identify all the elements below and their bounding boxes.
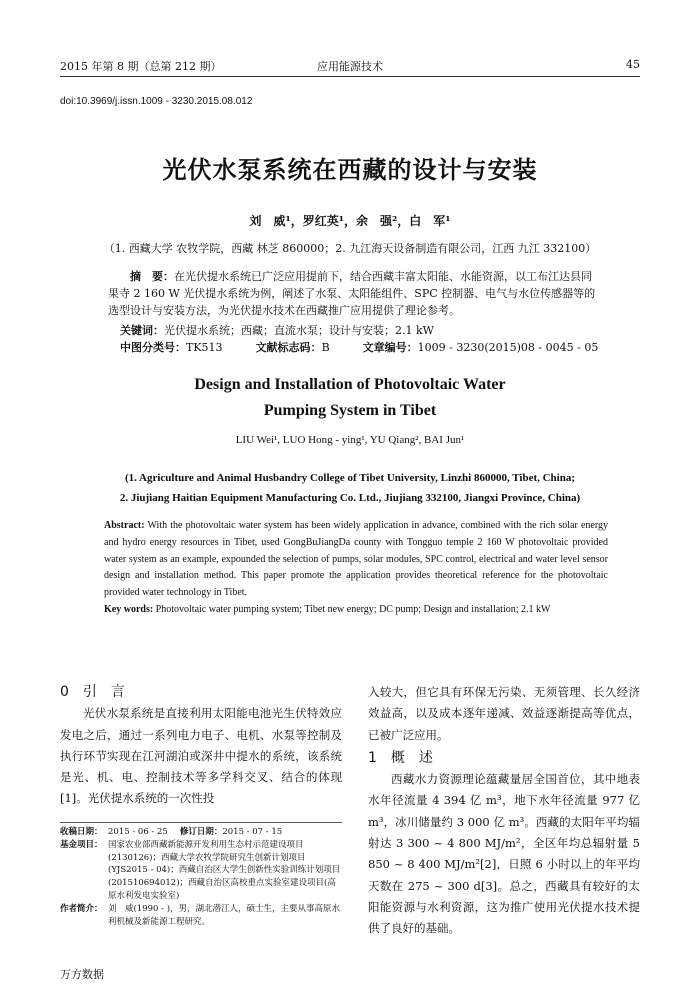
- cn-keywords-text: 光伏提水系统；西藏；直流水泵；设计与安装；2.1 kW: [164, 324, 434, 337]
- revised-date: 2015 - 07 - 15: [222, 827, 283, 837]
- page-title: 光伏水泵系统在西藏的设计与安装: [162, 156, 538, 184]
- watermark-footer: 万方数据: [60, 968, 104, 981]
- author-text: 刘 威(1990 - )，男，湖北潜江人，硕士生，主要从事高原水利机械及新能源工程研究。: [108, 903, 341, 927]
- journal-name: 应用能源技术: [317, 60, 383, 73]
- en-abstract-label: Abstract:: [104, 520, 145, 531]
- cn-affiliation: （1. 西藏大学 农牧学院，西藏 林芝 860000；2. 九江海天设备制造有限公司，江西 九江 332100）: [103, 242, 597, 255]
- cn-abstract-text: 在光伏提水系统已广泛应用提前下，结合西藏丰富太阳能、水能资源，以工布江达县同果寺 2 160 W 光伏提水系统为例，阐述了水泵、太阳能组件、SPC 控制器、电气与水位传感器等的选型设计与安装方法，为光伏提水技术在西藏推广应用提供了理论参考。: [108, 270, 596, 317]
- en-title-line2: Pumping System in Tibet: [263, 402, 437, 419]
- en-abstract: [104, 518, 608, 619]
- received-date: 2015 - 06 - 25: [108, 827, 168, 837]
- cn-abstract: [108, 268, 600, 319]
- intro-continued-paragraph: 入较大，但它具有环保无污染、无须管理、长久经济效益高，以及成本逐年递减、效益逐渐提高等优点，已被广泛应用。: [368, 685, 640, 742]
- footnote-rule: [60, 822, 342, 823]
- intro-paragraph: 光伏水泵系统是直接利用太阳能电池光生伏特效应发电之后，通过一系列电力电子、电机、水泵等控制及执行环节实现在江河湖泊或深井中提水的系统，该系统是光、机、电、控制技术等多学科交叉、结合的体现[1]。光伏提水系统的一次性投: [60, 706, 342, 806]
- clc-label: 中图分类号：: [120, 341, 186, 354]
- page-number: 45: [626, 58, 640, 71]
- author-label: 作者简介：: [60, 903, 103, 914]
- footnote-dates: [60, 826, 342, 839]
- en-abstract-text: With the photovoltaic water system has been widely application in advance, combined with the rich solar energy and hydro energy resources in Tibet, used GongBuJiangDa county with Tongguo temple 2 160 W photovoltaic provided water system as an example, expounded the selection of pumps, solar modules, SPC control, electrical and water level sensor design and installation method. This paper promote the application provides theoretical reference for the photovoltaic provided water technology in Tibet.: [104, 520, 608, 599]
- right-column: [368, 682, 640, 940]
- cn-authors: 刘 威¹，罗红英¹，余 强²，白 军¹: [249, 214, 451, 228]
- footnote-fund: [60, 839, 342, 903]
- clc-value: TK513: [186, 341, 223, 354]
- cn-keywords: [120, 322, 620, 338]
- en-authors: LIU Wei¹, LUO Hong - ying¹, YU Qiang², BAI Jun¹: [235, 434, 465, 446]
- en-affil-line2: 2. Jiujiang Haitian Equipment Manufacturing Co. Ltd., Jiujiang 332100, Jiangxi Province, China): [119, 492, 581, 504]
- article-no-value: 1009 - 3230(2015)08 - 0045 - 05: [417, 341, 599, 354]
- en-affiliation: [58, 468, 642, 508]
- en-affil-line1: (1. Agriculture and Animal Husbandry College of Tibet University, Linzhi 860000, Tibet, China;: [124, 472, 576, 484]
- fund-label: 基金项目：: [60, 839, 103, 850]
- footnote: [60, 826, 342, 928]
- en-title: [0, 372, 700, 424]
- cn-abstract-label: 摘 要：: [130, 270, 174, 283]
- footnote-author: [60, 903, 342, 929]
- revised-label: 修订日期：: [179, 827, 223, 837]
- section-heading-intro: 0 引 言: [60, 684, 125, 700]
- overview-paragraph: 西藏水力资源理论蕴藏量居全国首位，其中地表水年径流量 4 394 亿 m³，地下水年径流量 977 亿 m³，冰川储量约 3 000 亿 m³。西藏的太阳年平均辐射达 3 300 ~ 4 800 MJ/m²，全区年均总辐射量 5 850 ~ 8 400 MJ/m²[2]，日照 6 小时以上的年平均天数在 275 ~ 300 d[3]。总之，西藏具有较好的太阳能资源与水利资源，这为推广使用光伏提水技术提供了良好的基础。: [368, 772, 640, 936]
- article-no-label: 文章编号：: [362, 341, 418, 354]
- en-keywords-text: Photovoltaic water pumping system; Tibet new energy; DC pump; Design and installation; 2.1 kW: [155, 603, 551, 615]
- section-heading-overview: 1 概 述: [368, 749, 433, 766]
- doc-code-label: 文献标志码：: [255, 341, 322, 354]
- doc-code-value: B: [321, 341, 330, 354]
- fund-text: 国家农业部西藏新能源开发利用生态村示范建设项目(2130126)；西藏大学农牧学院研究生创新计划项目(YJS2015 - 04)；西藏自治区大学生创新性实验训练计划项目(201510694012)；西藏自治区高校重点实验室建设项目(高原水利发电实验室): [108, 839, 341, 901]
- header-rule: [60, 76, 640, 77]
- en-title-line1: Design and Installation of Photovoltaic Water: [194, 376, 506, 393]
- en-keywords-label: Key words:: [104, 603, 154, 615]
- cn-keywords-label: 关键词：: [120, 324, 164, 337]
- left-column: [60, 682, 342, 810]
- cn-classification: [120, 339, 620, 355]
- doi[interactable]: doi:10.3969/j.issn.1009 - 3230.2015.08.012: [60, 96, 253, 107]
- issue-info: 2015 年第 8 期（总第 212 期）: [60, 60, 222, 73]
- received-label: 收稿日期：: [60, 827, 103, 837]
